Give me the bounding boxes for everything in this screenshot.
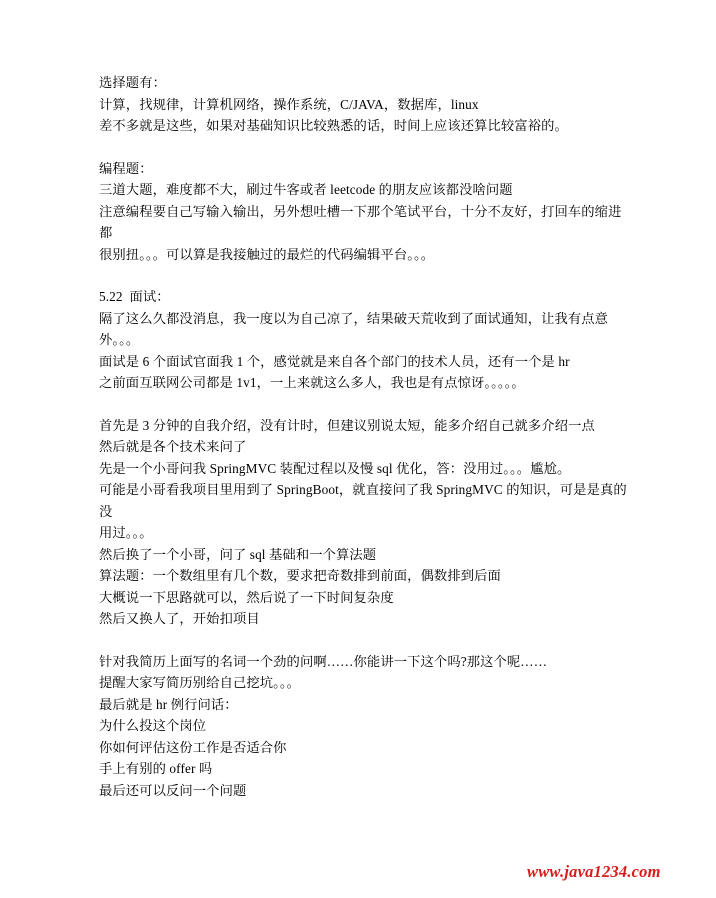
text-line: 你如何评估这份工作是否适合你	[99, 739, 287, 755]
text-line: 为什么投这个岗位	[99, 718, 207, 733]
text-line: 很别扭。。。可以算是我接触过的最烂的代码编辑平台。。。	[99, 246, 435, 262]
text-line: 选择题有：	[99, 75, 166, 90]
document-body	[99, 72, 629, 801]
text-line: 然后换了一个小哥，问了 sql 基础和一个算法题	[99, 546, 377, 562]
text-line: 手上有别的 offer 吗	[99, 761, 213, 776]
paragraph-spacer	[99, 265, 629, 286]
watermark-text: www.java1234.com	[527, 862, 661, 881]
text-line: 然后又换人了，开始扣项目	[99, 611, 260, 626]
paragraph-interview-detail	[99, 415, 629, 630]
text-line: 算法题：一个数组里有几个数，要求把奇数排到前面，偶数排到后面	[99, 568, 501, 583]
text-line: 编程题：	[99, 160, 153, 176]
text-line: 可能是小哥看我项目里用到了 SpringBoot，就直接问了我 SpringMVC 的知识，可是是真的没	[99, 482, 627, 519]
text-line: 差不多就是这些，如果对基础知识比较熟悉的话，时间上应该还算比较富裕的。	[99, 118, 568, 133]
text-line: 之前面互联网公司都是 1v1，一上来就这么多人，我也是有点惊讶。。。。。	[99, 375, 525, 390]
paragraph-hr-questions	[99, 651, 629, 802]
text-line: 三道大题，难度都不大，刷过牛客或者 leetcode 的朋友应该都没啥问题	[99, 182, 513, 197]
text-line: 首先是 3 分钟的自我介绍，没有计时，但建议别说太短，能多介绍自己就多介绍一点	[99, 417, 595, 433]
text-line: 针对我简历上面写的名词一个劲的问啊……你能讲一下这个吗?那这个呢……	[99, 653, 548, 669]
text-line: 用过。。。	[99, 525, 153, 540]
text-line: 最后就是 hr 例行问话：	[99, 696, 238, 712]
paragraph-choice-questions	[99, 72, 629, 137]
text-line: 5.22 面试：	[99, 289, 170, 304]
paragraph-spacer	[99, 137, 629, 158]
paragraph-spacer	[99, 394, 629, 415]
paragraph-spacer	[99, 630, 629, 651]
text-line: 注意编程要自己写输入输出，另外想吐槽一下那个笔试平台，十分不友好，打回车的缩进都	[99, 203, 622, 240]
text-line: 大概说一下思路就可以，然后说了一下时间复杂度	[99, 589, 394, 605]
text-line: 面试是 6 个面试官面我 1 个，感觉就是来自各个部门的技术人员，还有一个是 hr	[99, 353, 570, 369]
text-line: 先是一个小哥问我 SpringMVC 装配过程以及慢 sql 优化，答：没用过。。。尴尬。	[99, 460, 571, 476]
text-line: 隔了这么久都没消息，我一度以为自己凉了，结果破天荒收到了面试通知，让我有点意外。。。	[99, 310, 609, 347]
text-line: 提醒大家写简历别给自己挖坑。。。	[99, 675, 301, 690]
text-line: 然后就是各个技术来问了	[99, 439, 247, 454]
text-line: 最后还可以反问一个问题	[99, 782, 247, 798]
paragraph-interview-intro	[99, 286, 629, 394]
paragraph-programming-questions	[99, 158, 629, 266]
text-line: 计算，找规律，计算机网络，操作系统，C/JAVA，数据库，linux	[99, 96, 479, 112]
